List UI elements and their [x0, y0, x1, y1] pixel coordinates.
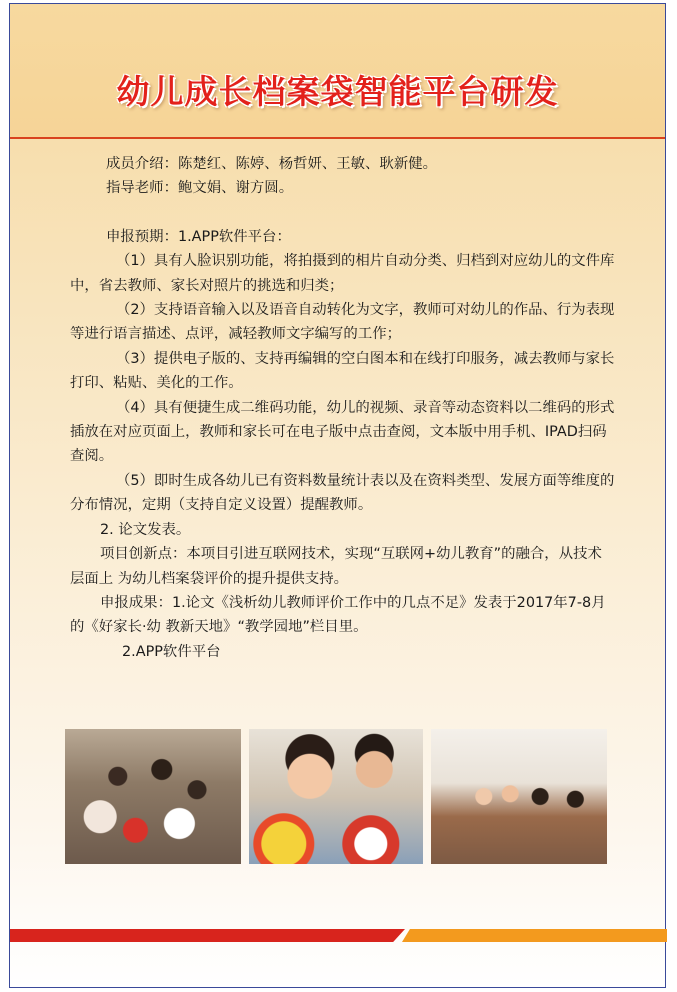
- feature-5: （5）即时生成各幼儿已有资料数量统计表以及在资料类型、发展方面等维度的分布情况，定期（支持自定义设置）提醒教师。: [70, 472, 615, 514]
- feature-1: （1）具有人脸识别功能，将拍摄到的相片自动分类、归档到对应幼儿的文件库中，省去教师、家长对照片的挑选和归类；: [70, 253, 615, 294]
- expectations-line: 申报预期：1.APP软件平台：: [106, 228, 291, 245]
- feature-4: （4）具有便捷生成二维码功能，幼儿的视频、录音等动态资料以二维码的形式插放在对应页面上，教师和家长可在电子版中点击查阅，文本版中用手机、IPAD扫码查阅。: [70, 399, 615, 465]
- innovation-line: 项目创新点：本项目引进互联网技术，实现“互联网+幼儿教育”的融合，从技术层面上 为幼儿档案袋评价的提升提供支持。: [70, 546, 602, 587]
- footer-stripe-orange: [402, 929, 667, 942]
- classroom-photo-1: [65, 729, 241, 864]
- feature-2: （2）支持语音输入以及语音自动转化为文字，教师可对幼儿的作品、行为表现等进行语言描述、点评，减轻教师文字编写的工作；: [70, 302, 615, 343]
- app-platform-line: 2.APP软件平台: [122, 643, 221, 660]
- paper-line: 2. 论文发表。: [100, 521, 191, 538]
- advisors-line: 指导老师：鲍文娟、谢方圆。: [106, 180, 294, 197]
- classroom-photo-2: [431, 729, 607, 864]
- feature-3: （3）提供电子版的、支持再编辑的空白图本和在线打印服务，减去教师与家长打印、粘贴、美化的工作。: [70, 350, 615, 392]
- results-line: 申报成果：1.论文《浅析幼儿教师评价工作中的几点不足》发表于2017年7-8月的《好家长·幼 教新天地》“教学园地”栏目里。: [70, 594, 606, 636]
- poster-body: [70, 152, 615, 664]
- poster-frame: [9, 3, 666, 988]
- children-crafts-photo: [249, 729, 423, 864]
- footer-stripe-red: [10, 929, 405, 942]
- members-line: 成员介绍：陈楚红、陈婷、杨哲妍、王敏、耿新健。: [106, 156, 437, 172]
- poster-header: [10, 4, 665, 139]
- poster-title: 幼儿成长档案袋智能平台研发: [116, 72, 559, 111]
- spacer: [70, 201, 615, 225]
